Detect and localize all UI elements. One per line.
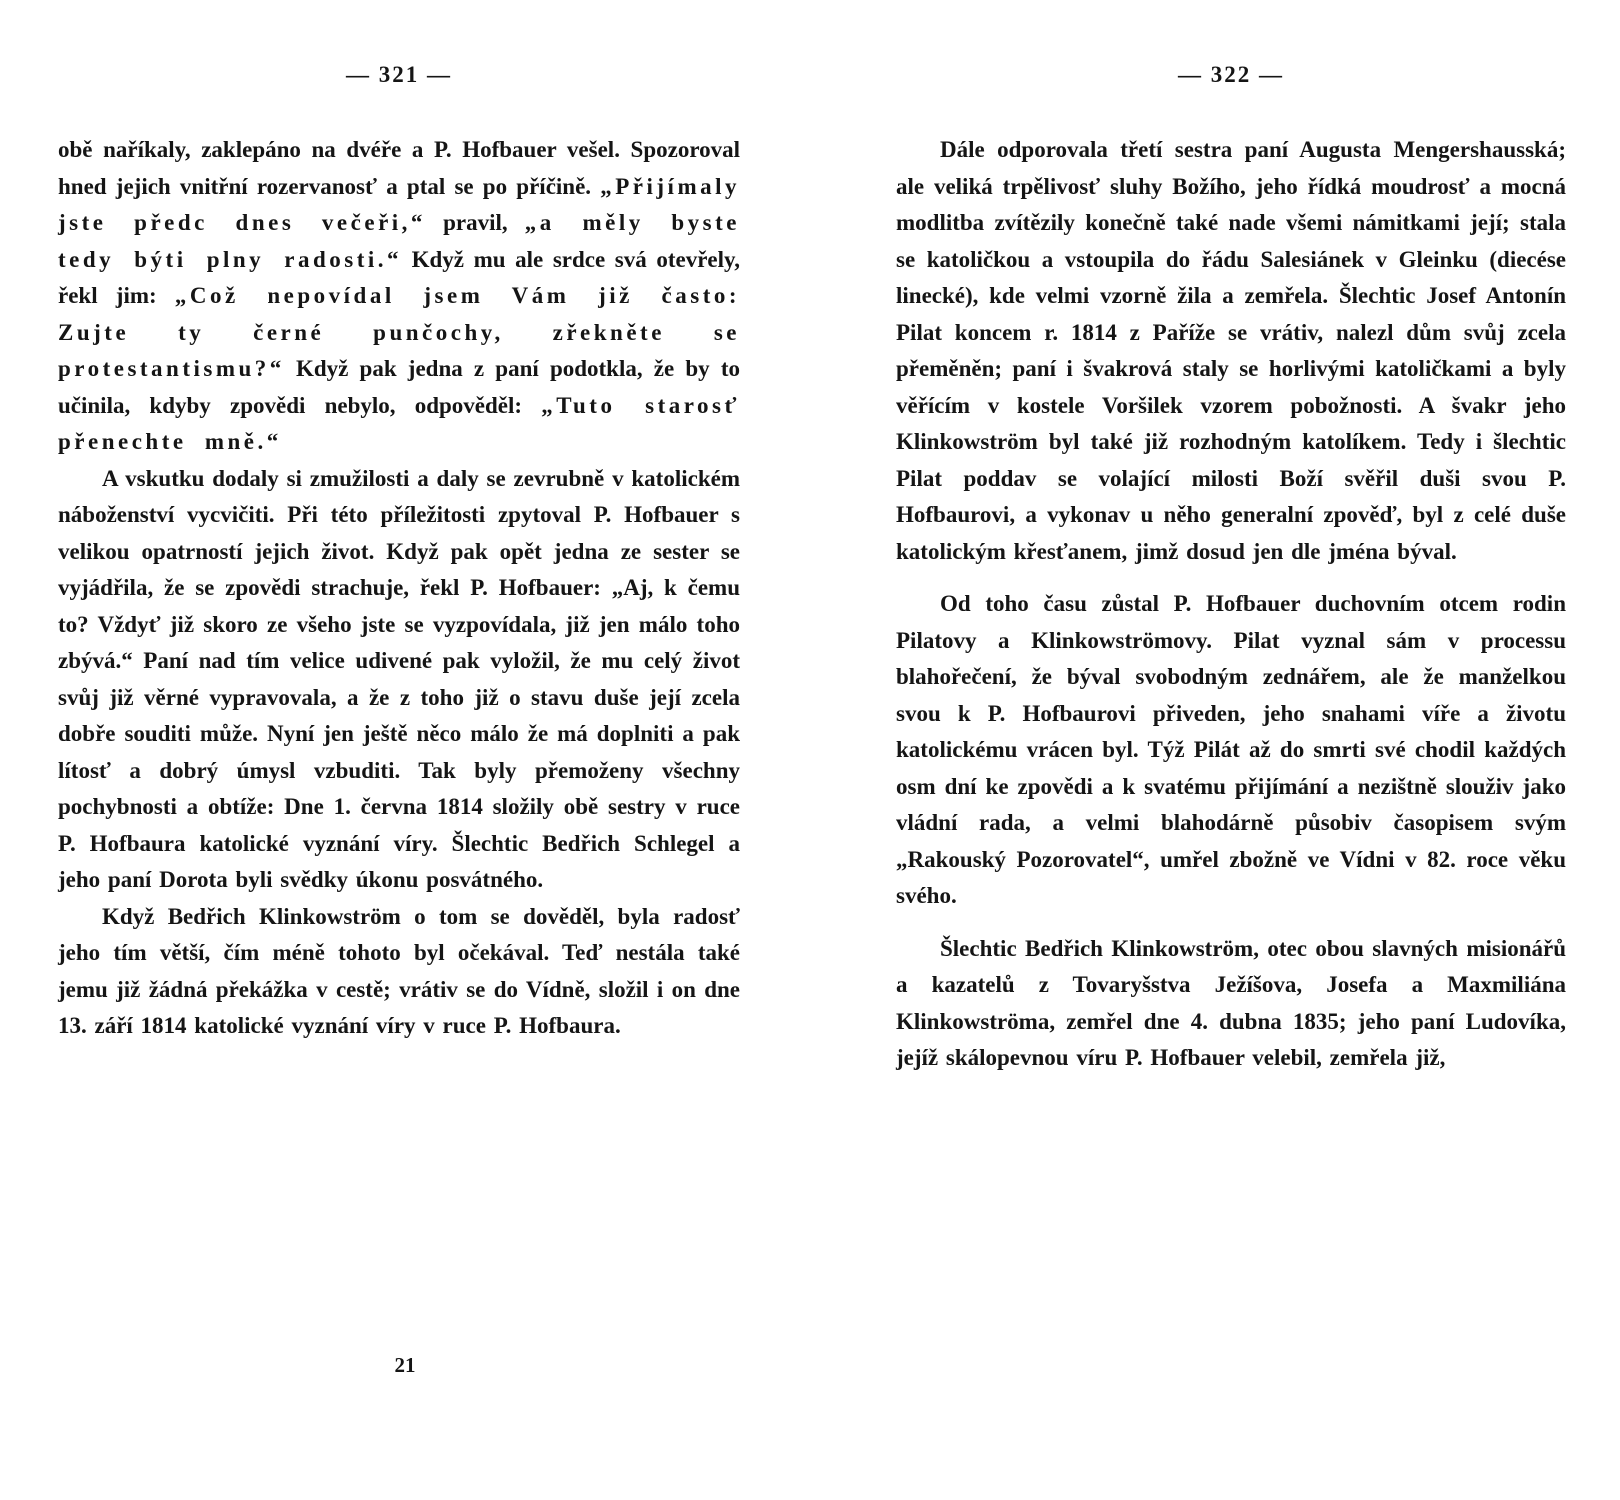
letterspaced-quote-text: „Což nepovídal jsem Vám již často: Zujte ty černé punčochy, zřekněte se protestantismu?“	[58, 283, 741, 381]
paragraph	[896, 586, 1566, 915]
signature-mark: 21	[394, 1353, 416, 1377]
paragraph	[896, 931, 1566, 1077]
body-text: Když mu ale srdce svá otevřely, řekl jim:	[58, 246, 740, 308]
letterspaced-quote-text: „Tuto starosť přenechte mně.“	[58, 392, 740, 454]
body-text: Od toho času zůstal P. Hofbauer duchovním otcem rodin Pilatovy a Klinkowströmovy. Pilat vyznal sám v processu blahořečení, že býval svobodným zednářem, ale že manželkou svou k P. Hofbaurovi přiveden, jeho snahami víře a životu katolickému vrácen byl. Týž Pilát až do smrti své chodil každých osm dní ke zpovědi a k svatému přijímání a nezištně slouživ jako vládní rada, a velmi blahodárně působiv časopisem svým „Rakouský Pozorovatel“, umřel zbožně ve Vídni v 82. roce věku svého.	[896, 591, 1566, 908]
body-text: Šlechtic Bedřich Klinkowström, otec obou slavných misionářů a kazatelů z Tovaryšstva Ježíšova, Josefa a Maxmiliána Klinkowströma, zemřel dne 4. dubna 1835; jeho paní Ludovíka, jejíž skálopevnou víru P. Hofbauer velebil, zemřela již,	[896, 935, 1566, 1070]
book-page-322	[810, 0, 1620, 1500]
body-text: Dále odporovala třetí sestra paní Augusta Mengershausská; ale veliká trpělivosť sluhy Božího, jeho řídká moudrosť a mocná modlitba zvítězily konečně také nade všemi námitkami její; stala se katoličkou a vstoupila do řádu Salesiánek v Gleinku (diecése linecké), kde velmi vzorně žila a zemřela. Šlechtic Josef Antonín Pilat koncem r. 1814 z Paříže se vrátiv, nalezl dům svůj zcela přeměněn; paní i švakrová staly se horlivými katoličkami a byly věřícím v kostele Voršilek vzorem pobožnosti. A švakr jeho Klinkowström byl také již rozhodným katolíkem. Tedy i šlechtic Pilat poddav se volající milosti Boží svěřil duši svou P. Hofbaurovi, a vykonav u něho generalní zpověď, byl z celé duše katolickým křesťanem, jimž dosud jen dle jména býval.	[896, 137, 1566, 564]
paragraph	[58, 132, 740, 461]
paragraph	[896, 132, 1566, 570]
page-text-column	[896, 132, 1566, 1077]
page-number-header: — 321 —	[346, 62, 452, 87]
body-text: obě naříkaly, zaklepáno na dvéře a P. Hofbauer vešel. Spozoroval hned jejich vnitřní rozervanosť a ptal se po příčině.	[58, 137, 740, 199]
body-text: pravil,	[425, 210, 525, 235]
letterspaced-quote-text: „a měly byste tedy býti plny radosti.“	[58, 210, 741, 272]
body-text: Když pak jedna z paní podotkla, že by to učinila, kdyby zpovědi nebylo, odpověděl:	[58, 356, 740, 418]
body-text: A vskutku dodaly si zmužilosti a daly se zevrubně v katolickém náboženství vycvičiti. Při této příležitosti zpytoval P. Hofbauer s velikou opatrností jejich život. Když pak opět jedna ze sester se vyjádřila, že se zpovědi strachuje, řekl P. Hofbauer: „Aj, k čemu to? Vždyť již skoro ze všeho jste se vyzpovídala, již jen málo toho zbývá.“ Paní nad tím velice udivené pak vyložil, že mu celý život svůj již věrné vypravovala, a že z toho již o stavu duše její zcela dobře souditi může. Nyní jen ještě něco málo že má doplniti a pak lítosť a dobrý úmysl vzbuditi. Tak byly přemoženy všechny pochybnosti a obtíže: Dne 1. června 1814 složily obě sestry v ruce P. Hofbaura katolické vyznání víry. Šlechtic Bedřich Schlegel a jeho paní Dorota byli svědky úkonu posvátného.	[58, 465, 740, 892]
page-text-column	[58, 132, 740, 1045]
paragraph	[58, 899, 740, 1045]
paragraph	[58, 461, 740, 899]
body-text: Když Bedřich Klinkowström o tom se dověděl, byla radosť jeho tím větší, čím méně tohoto byl očekával. Teď nestála také jemu již žádná překážka v cestě; vrátiv se do Vídně, složil i on dne 13. září 1814 katolické vyznání víry v ruce P. Hofbaura.	[58, 903, 740, 1038]
page-number-header: — 322 —	[1178, 62, 1284, 87]
letterspaced-quote-text: „Přijímaly jste předc dnes večeři,“	[58, 173, 740, 235]
